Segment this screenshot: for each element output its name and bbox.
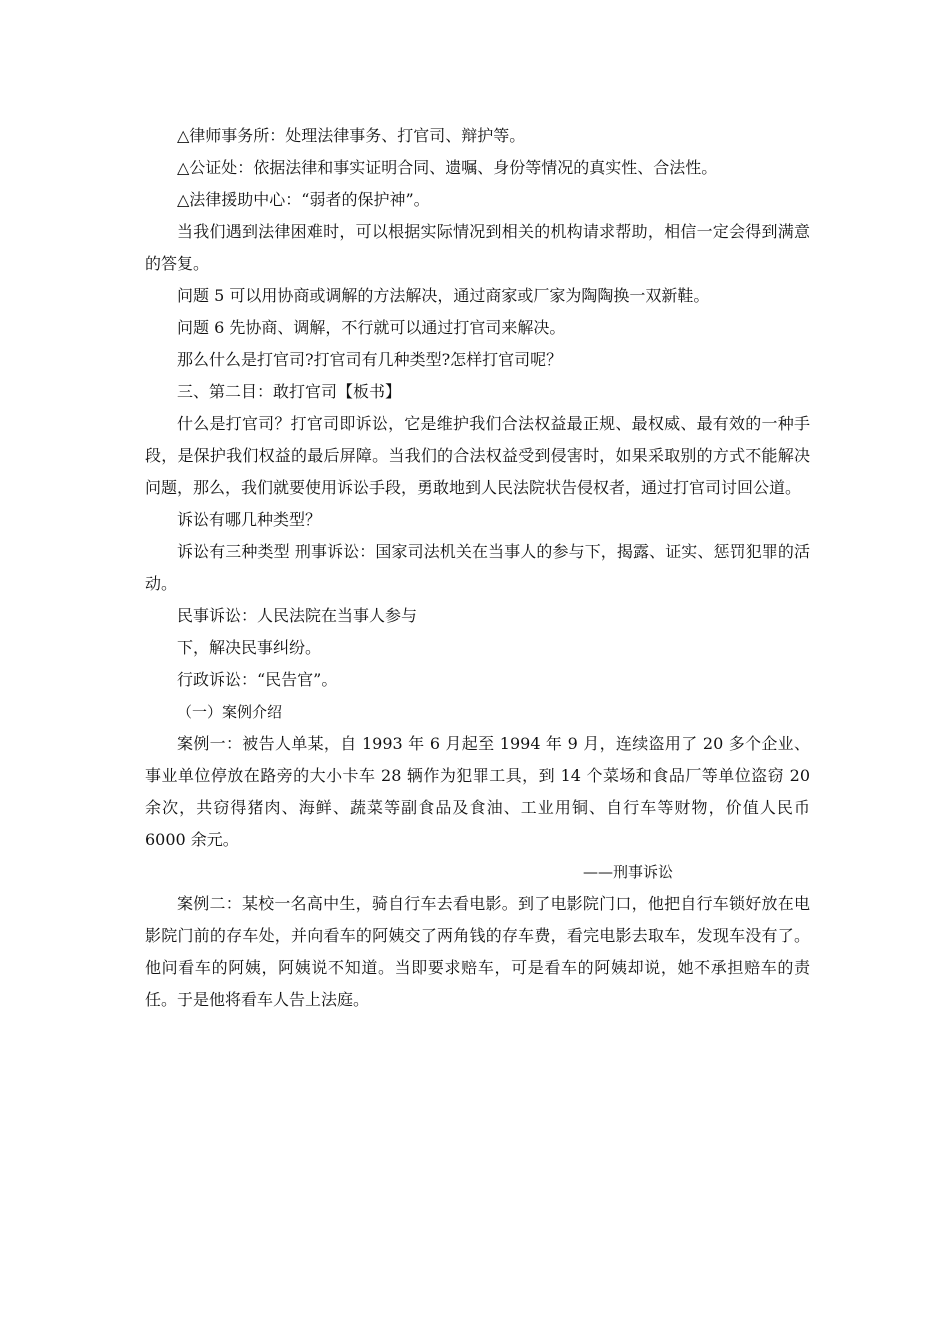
paragraph-case-2: 案例二：某校一名高中生，骑自行车去看电影。到了电影院门口，他把自行车锁好放在电影院门前的存车处，并向看车的阿姨交了两角钱的存车费，看完电影去取车，发现车没有了。他问看车的阿姨，阿姨说不知道。当即要求赔车，可是看车的阿姨却说，她不承担赔车的责任。于是他将看车人告上法庭。 [145,894,810,1009]
paragraph-criminal-litigation: 诉讼有三种类型 刑事诉讼：国家司法机关在当事人的参与下，揭露、证实、惩罚犯罪的活动。 [145,542,810,593]
paragraph-case-1: 案例一：被告人单某，自 1993 年 6 月起至 1994 年 9 月，连续盗用了 20 多个企业、事业单位停放在路旁的大小卡车 28 辆作为犯罪工具，到 14 个菜场和食品厂等单位盗窃 20 余次，共窃得猪肉、海鲜、蔬菜等副食品及食油、工业用铜、自行车等财物，价值人民币 6000 余元。 [145,734,810,849]
paragraph-legal-aid: △法律援助中心：“弱者的保护神”。 [177,190,430,209]
paragraph-notary: △公证处：依据法律和事实证明合同、遗嘱、身份等情况的真实性、合法性。 [177,158,718,177]
document-page [145,120,810,1016]
paragraph-lawsuit-types-question: 诉讼有哪几种类型？ [177,510,322,529]
paragraph-civil-litigation-1: 民事诉讼：人民法院在当事人参与 [177,606,418,625]
subheading-case-intro: （一）案例介绍 [177,703,283,721]
case-1-attribution: ——刑事诉讼 [583,863,674,881]
paragraph-what-is-lawsuit-question: 那么什么是打官司?打官司有几种类型?怎样打官司呢？ [177,350,563,369]
paragraph-seek-help: 当我们遇到法律困难时，可以根据实际情况到相关的机构请求帮助，相信一定会得到满意的答复。 [145,222,810,273]
section-heading: 三、第二目：敢打官司【板书】 [177,382,402,401]
paragraph-administrative-litigation: 行政诉讼：“民告官”。 [177,670,338,689]
paragraph-question-6: 问题 6 先协商、调解，不行就可以通过打官司来解决。 [177,318,566,337]
paragraph-civil-litigation-2: 下，解决民事纠纷。 [177,638,322,657]
paragraph-lawfirm: △律师事务所：处理法律事务、打官司、辩护等。 [177,126,526,145]
paragraph-question-5: 问题 5 可以用协商或调解的方法解决，通过商家或厂家为陶陶换一双新鞋。 [177,286,710,305]
paragraph-lawsuit-definition: 什么是打官司？打官司即诉讼，它是维护我们合法权益最正规、最权威、最有效的一种手段，是保护我们权益的最后屏障。当我们的合法权益受到侵害时，如果采取别的方式不能解决问题，那么，我们就要使用诉讼手段，勇敢地到人民法院状告侵权者，通过打官司讨回公道。 [145,414,810,497]
